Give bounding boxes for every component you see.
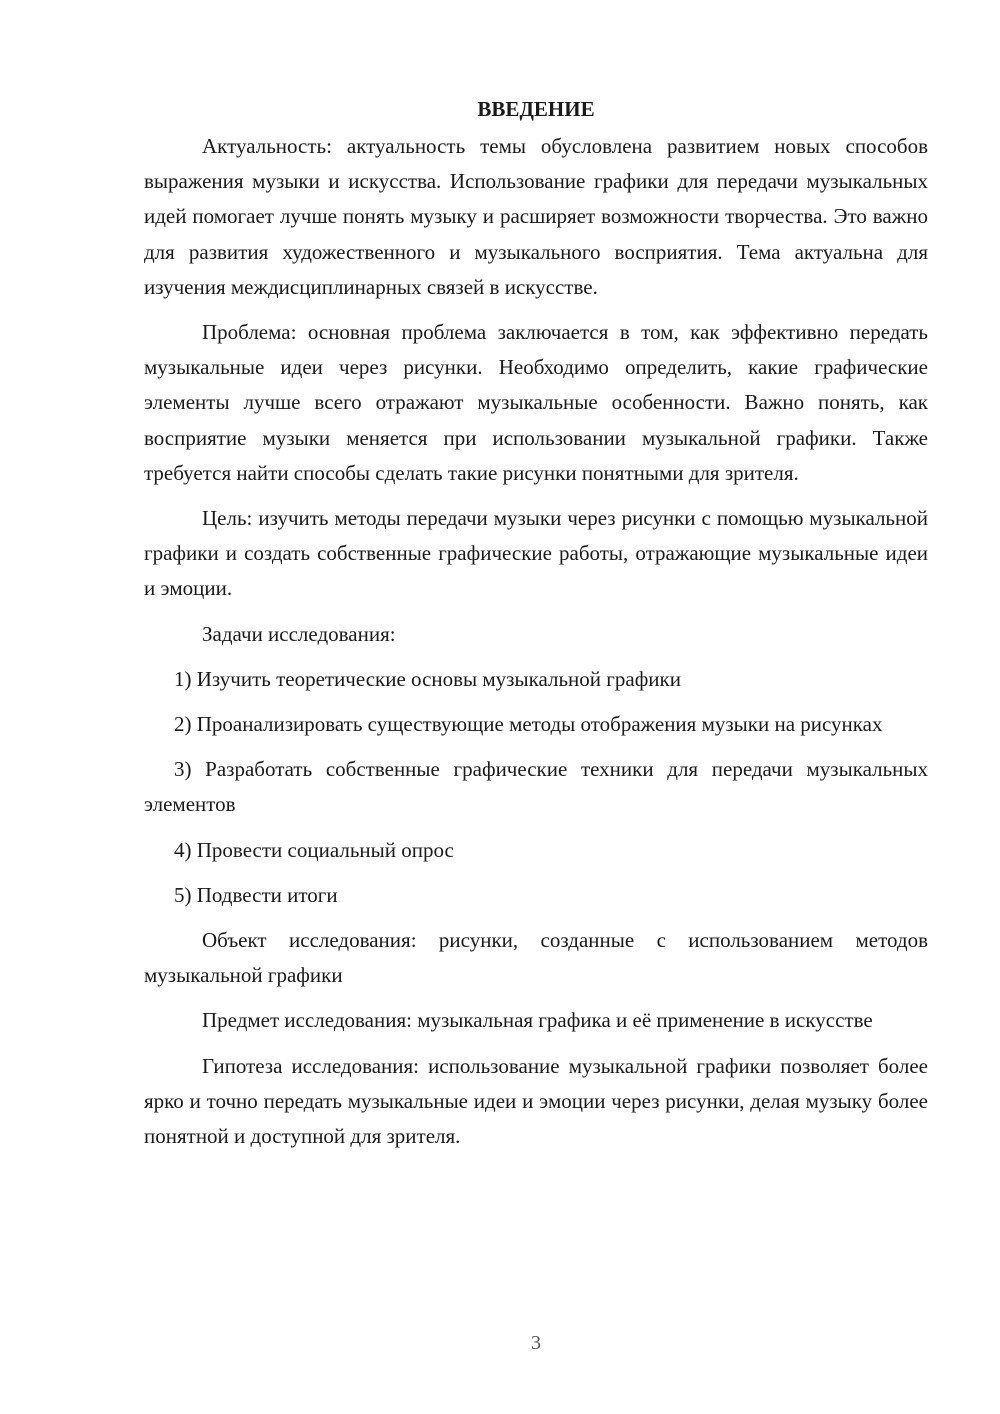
- goal-paragraph: Цель: изучить методы передачи музыки через рисунки с помощью музыкальной графики и создать собственные графические работы, отражающие музыкальные идеи и эмоции.: [144, 506, 928, 601]
- task-item-5: 5) Подвести итоги: [174, 882, 338, 907]
- subject-paragraph: Предмет исследования: музыкальная графика и её применение в искусстве: [202, 1008, 873, 1033]
- document-title: ВВЕДЕНИЕ: [477, 97, 595, 121]
- tasks-heading: Задачи исследования:: [202, 621, 396, 646]
- tasks-list: [144, 662, 928, 913]
- task-item-3: 3) Разработать собственные графические техники для передачи музыкальных элементов: [144, 757, 928, 817]
- task-item-4: 4) Провести социальный опрос: [174, 837, 454, 862]
- relevance-paragraph: Актуальность: актуальность темы обусловлена развитием новых способов выражения музыки и искусства. Использование графики для передачи музыкальных идей помогает лучше понять музыку и расширяет возможности творчества. Это важно для развития художественного и музыкального восприятия. Тема актуальна для изучения междисциплинарных связей в искусстве.: [144, 134, 928, 299]
- object-paragraph: Объект исследования: рисунки, созданные с использованием методов музыкальной графики: [144, 928, 928, 988]
- task-item-1: 1) Изучить теоретические основы музыкальной графики: [174, 666, 681, 691]
- document-page: [144, 92, 928, 1154]
- task-item-2: 2) Проанализировать существующие методы отображения музыки на рисунках: [174, 712, 883, 737]
- problem-paragraph: Проблема: основная проблема заключается в том, как эффективно передать музыкальные идеи через рисунки. Необходимо определить, какие графические элементы лучше всего отражают музыкальные особенности. Важно понять, как восприятие музыки меняется при использовании музыкальной графики. Также требуется найти способы сделать такие рисунки понятными для зрителя.: [144, 320, 928, 485]
- hypothesis-paragraph: Гипотеза исследования: использование музыкальной графики позволяет более ярко и точно передать музыкальные идеи и эмоции через рисунки, делая музыку более понятной и доступной для зрителя.: [144, 1053, 928, 1149]
- page-number: 3: [531, 1332, 541, 1354]
